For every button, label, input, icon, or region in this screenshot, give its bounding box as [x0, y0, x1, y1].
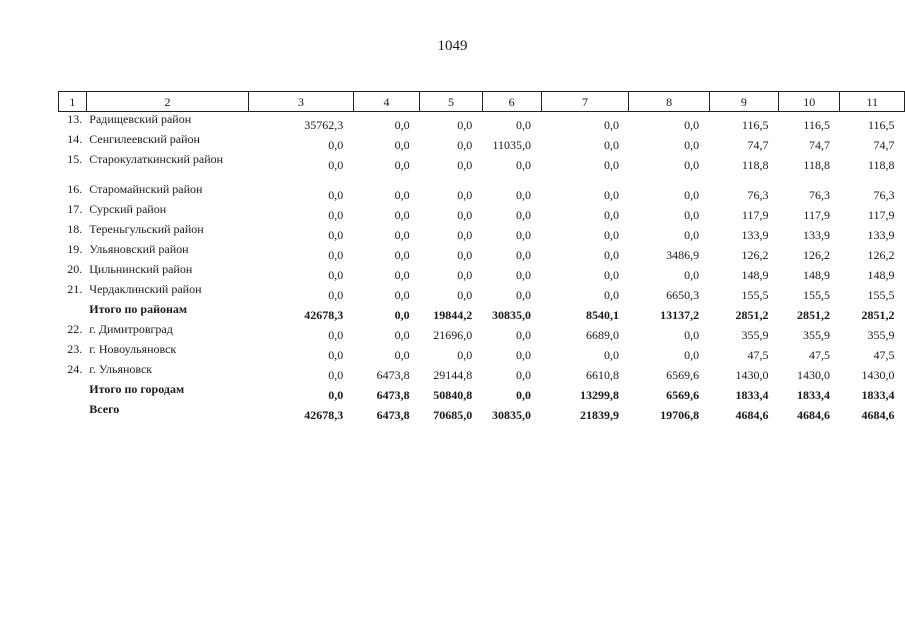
value-cell: 0,0 [516, 268, 532, 282]
row-label: Чердаклинский район [89, 282, 202, 296]
row-label: Итого по городам [89, 382, 185, 396]
table-row [59, 322, 905, 342]
value-cell: 21839,9 [579, 408, 619, 422]
value-cell: 42678,3 [304, 308, 344, 322]
row-label: г. Димитровград [89, 322, 173, 336]
value-cell: 0,0 [394, 118, 410, 132]
value-cell: 118,8 [741, 158, 769, 172]
value-cell: 13137,2 [660, 308, 700, 322]
column-header: 4 [353, 92, 419, 112]
value-cell: 126,2 [867, 248, 895, 262]
row-index: 13. [67, 112, 83, 126]
total-row [59, 402, 905, 422]
value-cell: 30835,0 [492, 408, 532, 422]
row-index: 22. [67, 322, 83, 336]
value-cell: 6610,8 [585, 368, 619, 382]
table-row [59, 132, 905, 152]
value-cell: 76,3 [873, 188, 895, 202]
value-cell: 0,0 [394, 268, 410, 282]
value-cell: 1430,0 [796, 368, 830, 382]
value-cell: 29144,8 [433, 368, 473, 382]
value-cell: 0,0 [603, 348, 619, 362]
table-row [59, 222, 905, 242]
value-cell: 0,0 [603, 208, 619, 222]
row-label: Итого по районам [89, 302, 188, 316]
column-header: 2 [86, 92, 248, 112]
value-cell: 0,0 [684, 118, 700, 132]
value-cell: 0,0 [394, 228, 410, 242]
value-cell: 0,0 [603, 158, 619, 172]
value-cell: 0,0 [394, 288, 410, 302]
value-cell: 6473,8 [376, 408, 410, 422]
value-cell: 0,0 [457, 158, 473, 172]
value-cell: 8540,1 [585, 308, 619, 322]
table-row [59, 112, 905, 133]
value-cell: 0,0 [394, 348, 410, 362]
value-cell: 0,0 [516, 328, 532, 342]
value-cell: 6650,3 [666, 288, 700, 302]
column-header: 9 [709, 92, 778, 112]
value-cell: 117,9 [803, 208, 830, 222]
value-cell: 0,0 [684, 348, 700, 362]
row-label: Сурский район [89, 202, 167, 216]
value-cell: 355,9 [802, 328, 830, 342]
value-cell: 0,0 [457, 188, 473, 202]
value-cell: 0,0 [457, 288, 473, 302]
value-cell: 21696,0 [433, 328, 473, 342]
table-row [59, 202, 905, 222]
value-cell: 0,0 [457, 228, 473, 242]
value-cell: 0,0 [457, 348, 473, 362]
value-cell: 355,9 [741, 328, 769, 342]
value-cell: 74,7 [747, 138, 769, 152]
value-cell: 0,0 [328, 268, 344, 282]
value-cell: 0,0 [394, 208, 410, 222]
value-cell: 0,0 [684, 328, 700, 342]
value-cell: 0,0 [328, 328, 344, 342]
value-cell: 0,0 [457, 268, 473, 282]
row-index [59, 402, 87, 422]
value-cell: 0,0 [516, 368, 532, 382]
value-cell: 148,9 [741, 268, 769, 282]
value-cell: 0,0 [516, 288, 532, 302]
total-row [59, 382, 905, 402]
value-cell: 148,9 [867, 268, 895, 282]
value-cell: 0,0 [457, 208, 473, 222]
row-label: Старокулаткинский район [89, 152, 224, 166]
value-cell: 74,7 [873, 138, 895, 152]
row-label: Сенгилеевский район [89, 132, 200, 146]
column-header: 6 [482, 92, 541, 112]
column-header: 10 [778, 92, 840, 112]
value-cell: 0,0 [457, 248, 473, 262]
column-header: 5 [420, 92, 483, 112]
row-label: г. Новоульяновск [89, 342, 177, 356]
row-index: 16. [67, 182, 83, 196]
value-cell: 0,0 [394, 328, 410, 342]
row-index: 14. [67, 132, 83, 146]
value-cell: 6569,6 [666, 388, 700, 402]
page-number: 1049 [437, 38, 468, 54]
value-cell: 126,2 [741, 248, 769, 262]
column-header: 1 [59, 92, 87, 112]
value-cell: 116,5 [867, 118, 895, 132]
value-cell: 0,0 [684, 208, 700, 222]
total-row [59, 302, 905, 322]
value-cell: 0,0 [328, 188, 344, 202]
value-cell: 0,0 [684, 268, 700, 282]
value-cell: 1430,0 [735, 368, 769, 382]
value-cell: 74,7 [808, 138, 830, 152]
value-cell: 0,0 [394, 158, 410, 172]
value-cell: 1833,4 [735, 388, 769, 402]
value-cell: 0,0 [684, 138, 700, 152]
row-label: Тереньгульский район [89, 222, 204, 236]
value-cell: 4684,6 [861, 408, 895, 422]
value-cell: 1833,4 [861, 388, 895, 402]
value-cell: 4684,6 [735, 408, 769, 422]
column-header: 7 [541, 92, 629, 112]
value-cell: 19706,8 [660, 408, 700, 422]
value-cell: 0,0 [516, 188, 532, 202]
column-header: 8 [629, 92, 709, 112]
value-cell: 355,9 [867, 328, 895, 342]
table-body [59, 112, 905, 423]
value-cell: 0,0 [394, 308, 410, 322]
value-cell: 133,9 [741, 228, 769, 242]
table-row [59, 362, 905, 382]
value-cell: 6473,8 [376, 388, 410, 402]
row-index: 18. [67, 222, 83, 236]
value-cell: 1833,4 [796, 388, 830, 402]
value-cell: 126,2 [802, 248, 830, 262]
value-cell: 0,0 [394, 188, 410, 202]
value-cell: 70685,0 [433, 408, 473, 422]
row-label: Ульяновский район [89, 242, 189, 256]
value-cell: 6569,6 [666, 368, 700, 382]
value-cell: 4684,6 [796, 408, 830, 422]
value-cell: 0,0 [516, 208, 532, 222]
value-cell: 35762,3 [304, 118, 344, 132]
value-cell: 2851,2 [796, 308, 830, 322]
value-cell: 0,0 [516, 348, 532, 362]
row-label: Радищевский район [89, 112, 192, 126]
value-cell: 76,3 [747, 188, 769, 202]
value-cell: 19844,2 [433, 308, 473, 322]
value-cell: 0,0 [684, 158, 700, 172]
row-index: 24. [67, 362, 83, 376]
row-index [59, 302, 87, 322]
value-cell: 76,3 [808, 188, 830, 202]
value-cell: 11035,0 [492, 138, 532, 152]
value-cell: 118,8 [867, 158, 895, 172]
value-cell: 0,0 [603, 188, 619, 202]
value-cell: 0,0 [603, 228, 619, 242]
value-cell: 0,0 [328, 228, 344, 242]
row-label: Цильнинский район [89, 262, 193, 276]
value-cell: 0,0 [328, 368, 344, 382]
value-cell: 0,0 [516, 248, 532, 262]
value-cell: 0,0 [684, 228, 700, 242]
row-index [59, 382, 87, 402]
value-cell: 47,5 [747, 348, 769, 362]
value-cell: 3486,9 [666, 248, 700, 262]
budget-table [58, 91, 905, 422]
value-cell: 0,0 [328, 288, 344, 302]
table-row [59, 262, 905, 282]
value-cell: 50840,8 [433, 388, 473, 402]
value-cell: 0,0 [328, 348, 344, 362]
row-label: Старомайнский район [89, 182, 203, 196]
value-cell: 155,5 [867, 288, 895, 302]
value-cell: 6473,8 [376, 368, 410, 382]
table-row [59, 342, 905, 362]
table-row [59, 242, 905, 262]
value-cell: 0,0 [328, 388, 344, 402]
row-index: 23. [67, 342, 83, 356]
value-cell: 0,0 [603, 118, 619, 132]
value-cell: 0,0 [516, 158, 532, 172]
row-index: 19. [67, 242, 83, 256]
value-cell: 0,0 [684, 188, 700, 202]
value-cell: 117,9 [867, 208, 895, 222]
value-cell: 6689,0 [585, 328, 619, 342]
value-cell: 1430,0 [861, 368, 895, 382]
value-cell: 117,9 [741, 208, 769, 222]
value-cell: 0,0 [516, 118, 532, 132]
value-cell: 116,5 [803, 118, 830, 132]
value-cell: 148,9 [802, 268, 830, 282]
value-cell: 47,5 [808, 348, 830, 362]
value-cell: 0,0 [603, 138, 619, 152]
value-cell: 0,0 [328, 158, 344, 172]
table-row [59, 152, 905, 182]
value-cell: 0,0 [603, 268, 619, 282]
value-cell: 118,8 [803, 158, 830, 172]
value-cell: 155,5 [741, 288, 769, 302]
row-index: 17. [67, 202, 83, 216]
value-cell: 0,0 [328, 248, 344, 262]
row-index: 20. [67, 262, 83, 276]
value-cell: 0,0 [394, 138, 410, 152]
value-cell: 155,5 [802, 288, 830, 302]
value-cell: 0,0 [603, 248, 619, 262]
row-index: 15. [67, 152, 83, 166]
value-cell: 116,5 [741, 118, 769, 132]
value-cell: 30835,0 [492, 308, 532, 322]
value-cell: 2851,2 [735, 308, 769, 322]
value-cell: 2851,2 [861, 308, 895, 322]
table-row [59, 282, 905, 302]
value-cell: 133,9 [867, 228, 895, 242]
value-cell: 0,0 [457, 118, 473, 132]
value-cell: 42678,3 [304, 408, 344, 422]
value-cell: 0,0 [328, 208, 344, 222]
value-cell: 0,0 [603, 288, 619, 302]
value-cell: 47,5 [873, 348, 895, 362]
value-cell: 0,0 [516, 388, 532, 402]
value-cell: 0,0 [394, 248, 410, 262]
value-cell: 0,0 [516, 228, 532, 242]
column-header: 11 [840, 92, 905, 112]
value-cell: 0,0 [328, 138, 344, 152]
value-cell: 13299,8 [579, 388, 619, 402]
header-row [59, 92, 905, 112]
column-header: 3 [249, 92, 354, 112]
row-index: 21. [67, 282, 83, 296]
value-cell: 133,9 [802, 228, 830, 242]
row-label: Всего [89, 402, 120, 416]
row-label: г. Ульяновск [89, 362, 153, 376]
value-cell: 0,0 [457, 138, 473, 152]
table-row [59, 182, 905, 202]
